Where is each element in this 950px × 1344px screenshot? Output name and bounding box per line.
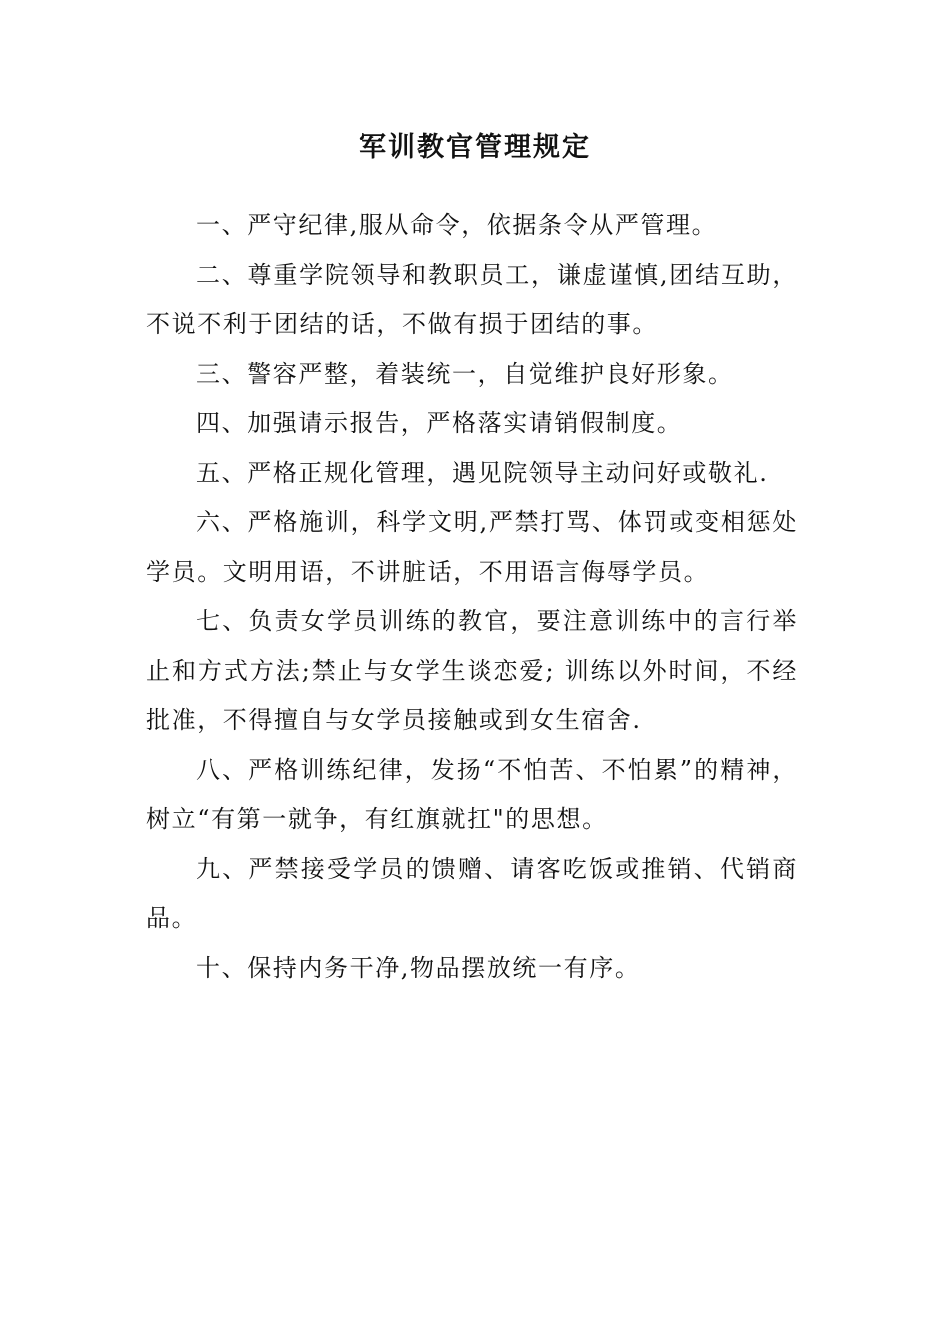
document-body (146, 201, 798, 993)
clause-8: 八、严格训练纪律，发扬“不怕苦、不怕累”的精神，树立“有第一就争，有红旗就扛"的思想。 (146, 755, 798, 833)
clause-10: 十、保持内务干净,物品摆放统一有序。 (196, 953, 641, 982)
clause-6: 六、严格施训，科学文明,严禁打骂、体罚或变相惩处学员。文明用语，不讲脏话，不用语言侮辱学员。 (146, 508, 798, 586)
clause-9: 九、严禁接受学员的馈赠、请客吃饭或推销、代销商品。 (146, 854, 798, 932)
clause-7: 七、负责女学员训练的教官，要注意训练中的言行举止和方式方法;禁止与女学生谈恋爱; 训练以外时间，不经批准，不得擅自与女学员接触或到女生宿舍. (146, 607, 798, 734)
clause-3: 三、警容严整，着装统一，自觉维护良好形象。 (196, 359, 734, 388)
clause-4: 四、加强请示报告，严格落实请销假制度。 (196, 409, 683, 437)
document-title: 军训教官管理规定 (359, 132, 591, 163)
clause-2: 二、尊重学院领导和教职员工，谦虚谨慎,团结互助，不说不利于团结的话，不做有损于团结的事。 (146, 260, 798, 338)
clause-1: 一、严守纪律,服从命令，依据条令从严管理。 (196, 211, 718, 239)
clause-5: 五、严格正规化管理，遇见院领导主动问好或敬礼. (196, 458, 769, 487)
